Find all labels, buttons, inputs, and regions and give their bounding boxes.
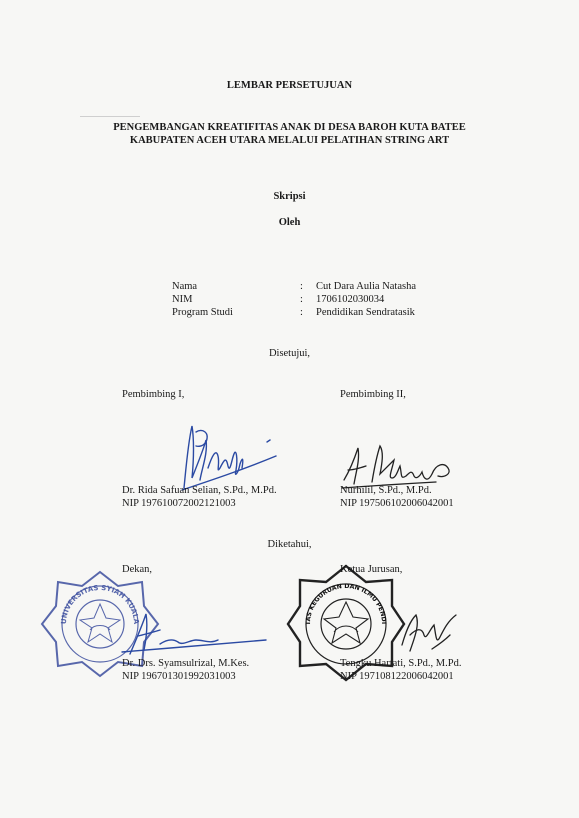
dean-name: Dr. Drs. Syamsulrizal, M.Kes.: [122, 658, 250, 669]
scan-mark: [80, 116, 140, 117]
thesis-title-line2: KABUPATEN ACEH UTARA MELALUI PELATIHAN STRING ART: [129, 135, 450, 146]
dean-nip: NIP 196701301992031003: [122, 671, 236, 682]
advisor1-name: Dr. Rida Safuan Selian, S.Pd., M.Pd.: [122, 485, 277, 496]
svg-text:FAKULTAS KEGURUAN DAN ILMU PEN: FAKULTAS KEGURUAN DAN ILMU PENDIDIKAN: [283, 557, 388, 626]
thesis-title-line1: PENGEMBANGAN KREATIFITAS ANAK DI DESA BAROH KUTA BATEE: [113, 122, 466, 133]
advisor2-role: Pembimbing II,: [340, 389, 406, 400]
advisor1-role: Pembimbing I,: [122, 389, 185, 400]
value-program: Pendidikan Sendratasik: [316, 307, 415, 318]
svg-text:UNIVERSITAS SYIAH KUALA: UNIVERSITAS SYIAH KUALA: [59, 583, 141, 625]
dean-signature: [120, 610, 270, 660]
colon-program: :: [300, 307, 303, 318]
value-name: Cut Dara Aulia Natasha: [316, 281, 417, 292]
advisor2-nip: NIP 197506102006042001: [340, 498, 454, 509]
advisor1-nip: NIP 197610072002121003: [122, 498, 236, 509]
head-signature: [396, 605, 466, 665]
label-program: Program Studi: [172, 307, 233, 318]
head-name: Tengku Hartati, S.Pd., M.Pd.: [340, 658, 462, 669]
head-nip: NIP 197108122006042001: [340, 671, 454, 682]
advisor2-name: Nurhilil, S.Pd., M.Pd.: [340, 485, 432, 496]
author-by: Oleh: [278, 217, 301, 228]
colon-name: :: [300, 281, 303, 292]
document-title: LEMBAR PERSETUJUAN: [226, 80, 353, 91]
acknowledged-label: Diketahui,: [267, 539, 312, 550]
value-nim: 1706102030034: [316, 294, 385, 305]
head-role: Ketua Jurusan,: [340, 564, 403, 575]
colon-nim: :: [300, 294, 303, 305]
dean-role: Dekan,: [122, 564, 153, 575]
label-nim: NIM: [172, 294, 193, 305]
label-name: Nama: [172, 281, 198, 292]
document-type: Skripsi: [273, 191, 306, 202]
approved-label: Disetujui,: [268, 348, 311, 359]
